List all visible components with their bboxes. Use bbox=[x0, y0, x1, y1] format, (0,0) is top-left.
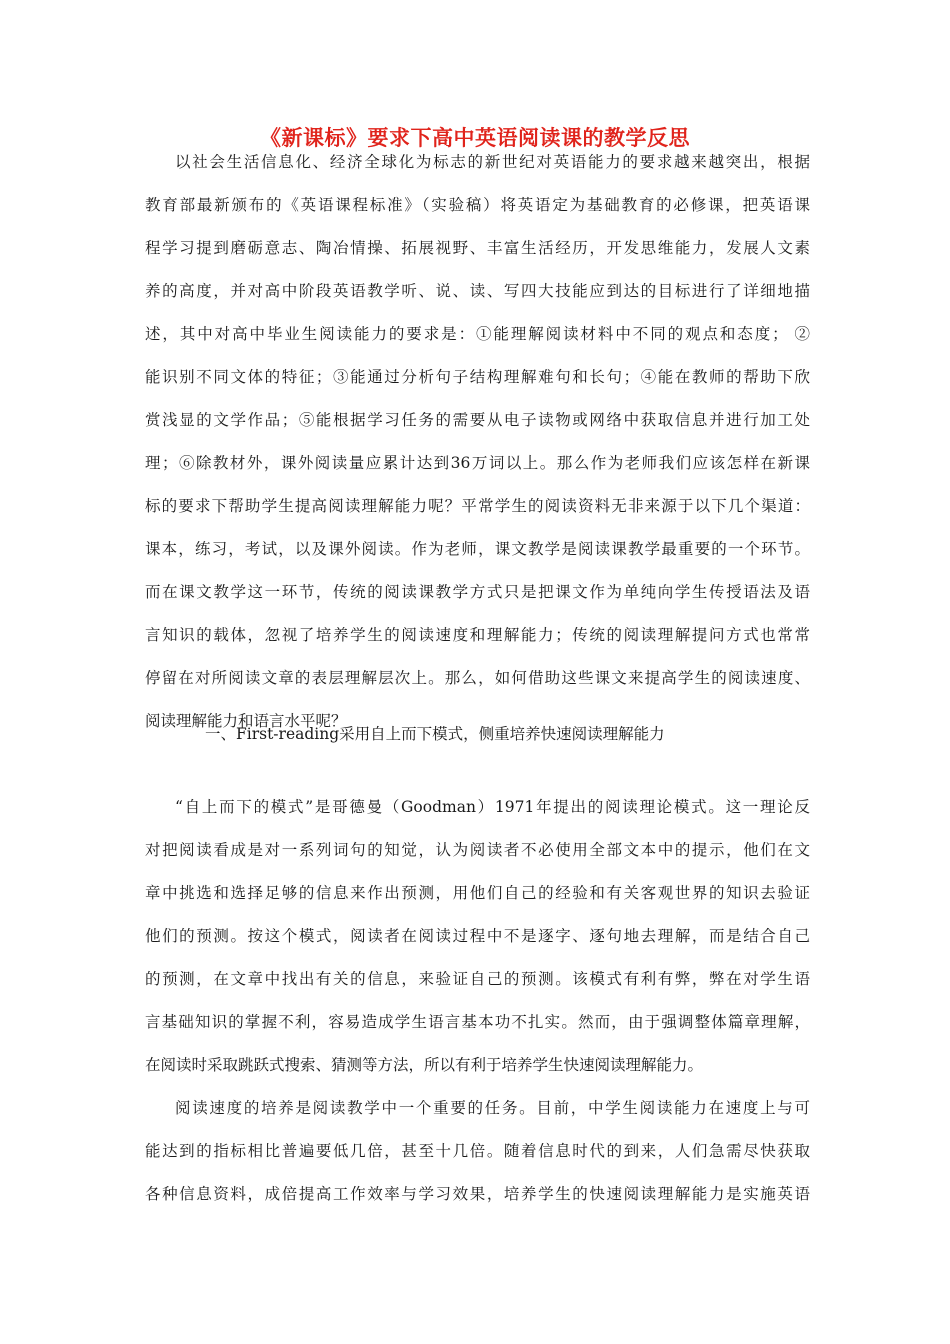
paragraph-line: 各种信息资料，成倍提高工作效率与学习效果，培养学生的快速阅读理解能力是实施英语 bbox=[145, 1185, 810, 1203]
paragraph-line: 言知识的载体，忽视了培养学生的阅读速度和理解能力；传统的阅读理解提问方式也常常 bbox=[145, 626, 810, 644]
paragraph-line: 养的高度，并对高中阶段英语教学听、说、读、写四大技能应到达的目标进行了详细地描 bbox=[145, 282, 810, 300]
paragraph-line: 以社会生活信息化、经济全球化为标志的新世纪对英语能力的要求越来越突出，根据 bbox=[175, 153, 810, 171]
paragraph-line: 在阅读时采取跳跃式搜索、猜测等方法，所以有利于培养学生快速阅读理解能力。 bbox=[145, 1056, 704, 1074]
document-title: 《新课标》要求下高中英语阅读课的教学反思 bbox=[260, 126, 690, 150]
paragraph-line: 言基础知识的掌握不利，容易造成学生语言基本功不扎实。然而，由于强调整体篇章理解， bbox=[145, 1013, 810, 1031]
paragraph-line: 阅读速度的培养是阅读教学中一个重要的任务。目前，中学生阅读能力在速度上与可 bbox=[175, 1099, 810, 1117]
section-heading: 一、First-reading采用自上而下模式，侧重培养快速阅读理解能力 bbox=[205, 725, 665, 743]
paragraph-line: 能达到的指标相比普遍要低几倍，甚至十几倍。随着信息时代的到来，人们急需尽快获取 bbox=[145, 1142, 810, 1160]
paragraph-line: 标的要求下帮助学生提高阅读理解能力呢？平常学生的阅读资料无非来源于以下几个渠道： bbox=[145, 497, 810, 515]
paragraph-line: 阅读理解能力和语言水平呢？ bbox=[145, 712, 347, 730]
paragraph-line: “自上而下的模式”是哥德曼（Goodman）1971年提出的阅读理论模式。这一理论反 bbox=[175, 798, 810, 816]
paragraph-line: 他们的预测。按这个模式，阅读者在阅读过程中不是逐字、逐句地去理解，而是结合自己 bbox=[145, 927, 810, 945]
paragraph-line: 课本，练习，考试，以及课外阅读。作为老师，课文教学是阅读课教学最重要的一个环节。 bbox=[145, 540, 810, 558]
paragraph-line: 的预测，在文章中找出有关的信息，来验证自己的预测。该模式有利有弊，弊在对学生语 bbox=[145, 970, 810, 988]
paragraph-line: 章中挑选和选择足够的信息来作出预测，用他们自己的经验和有关客观世界的知识去验证 bbox=[145, 884, 810, 902]
paragraph-line: 能识别不同文体的特征；③能通过分析句子结构理解难句和长句；④能在教师的帮助下欣 bbox=[145, 368, 810, 386]
paragraph-line: 述，其中对高中毕业生阅读能力的要求是：①能理解阅读材料中不同的观点和态度； ② bbox=[145, 325, 810, 343]
paragraph-line: 理；⑥除教材外，课外阅读量应累计达到36万词以上。那么作为老师我们应该怎样在新课 bbox=[145, 454, 810, 472]
paragraph-line: 而在课文教学这一环节，传统的阅读课教学方式只是把课文作为单纯向学生传授语法及语 bbox=[145, 583, 810, 601]
paragraph-line: 教育部最新颁布的《英语课程标准》（实验稿）将英语定为基础教育的必修课，把英语课 bbox=[145, 196, 810, 214]
paragraph-line: 赏浅显的文学作品；⑤能根据学习任务的需要从电子读物或网络中获取信息并进行加工处 bbox=[145, 411, 810, 429]
paragraph-line: 停留在对所阅读文章的表层理解层次上。那么，如何借助这些课文来提高学生的阅读速度、 bbox=[145, 669, 810, 687]
paragraph-line: 程学习提到磨砺意志、陶冶情操、拓展视野、丰富生活经历，开发思维能力，发展人文素 bbox=[145, 239, 810, 257]
paragraph-line: 对把阅读看成是对一系列词句的知觉，认为阅读者不必使用全部文本中的提示，他们在文 bbox=[145, 841, 810, 859]
